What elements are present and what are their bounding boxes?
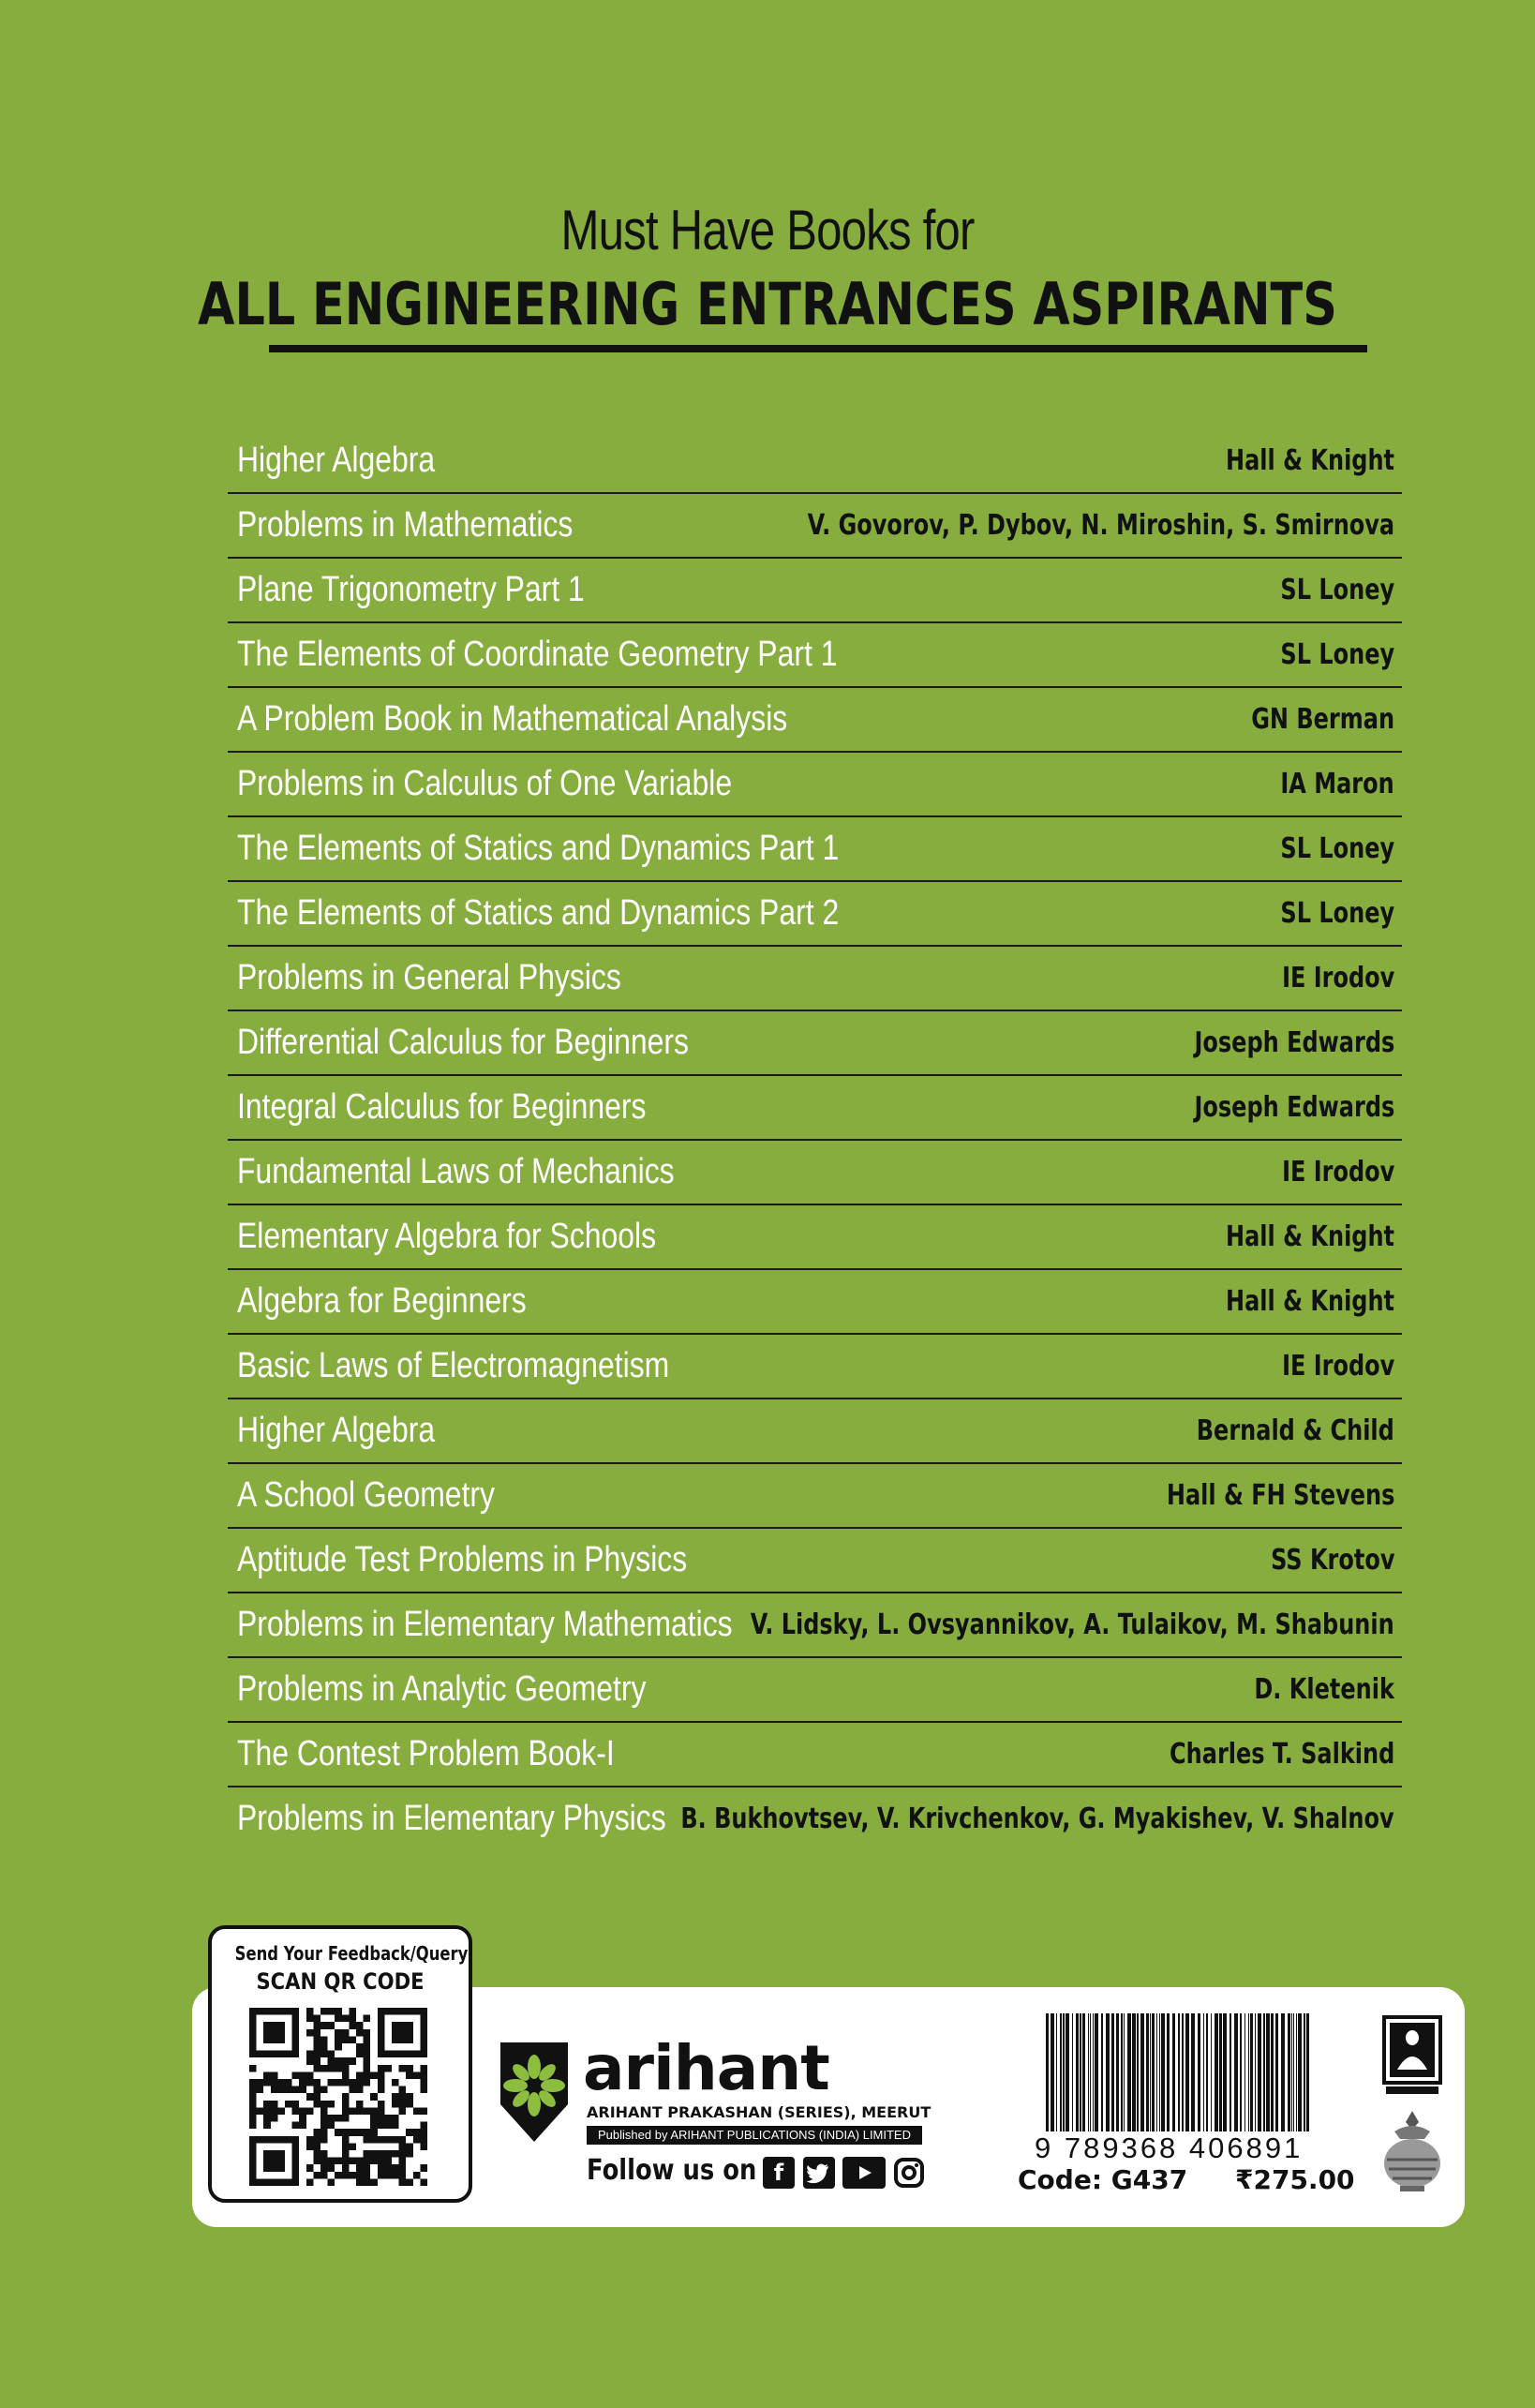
book-row xyxy=(228,1205,1402,1270)
heading-underline xyxy=(269,345,1367,352)
book-title: Problems in Elementary Mathematics xyxy=(237,1605,733,1644)
book-title: Plane Trigonometry Part 1 xyxy=(237,570,585,609)
book-row xyxy=(228,817,1402,882)
product-price: ₹275.00 xyxy=(1235,2164,1355,2195)
book-title: Problems in Analytic Geometry xyxy=(237,1669,647,1709)
book-author: IE Irodov xyxy=(1281,1156,1394,1189)
book-author: Hall & Knight xyxy=(1225,1285,1394,1318)
book-row xyxy=(228,429,1402,494)
book-row xyxy=(228,559,1402,623)
book-row xyxy=(228,1658,1402,1723)
book-title: A Problem Book in Mathematical Analysis xyxy=(237,699,788,739)
book-author: Joseph Edwards xyxy=(1194,1026,1394,1059)
heading-title: ALL ENGINEERING ENTRANCES ASPIRANTS xyxy=(198,270,1337,338)
book-author: SL Loney xyxy=(1280,897,1394,930)
book-row xyxy=(228,1787,1402,1850)
book-author: Charles T. Salkind xyxy=(1169,1738,1394,1771)
kalash-emblem-icon xyxy=(1378,2107,1447,2195)
book-row xyxy=(228,882,1402,947)
book-title: Algebra for Beginners xyxy=(237,1281,527,1321)
book-author: V. Govorov, P. Dybov, N. Miroshin, S. Smirnova xyxy=(807,509,1394,542)
feedback-caption: Send Your Feedback/Query xyxy=(234,1942,469,1965)
heading xyxy=(0,197,1535,338)
isbn-number: 9 789368 406891 xyxy=(1035,2131,1304,2164)
book-title: Problems in Mathematics xyxy=(237,505,574,545)
book-row xyxy=(228,1399,1402,1464)
deity-emblem-icon xyxy=(1382,2015,1442,2100)
book-author: Hall & FH Stevens xyxy=(1166,1479,1394,1512)
book-row xyxy=(228,1529,1402,1593)
book-title: Elementary Algebra for Schools xyxy=(237,1217,657,1256)
follow-us-label: Follow us on xyxy=(587,2154,757,2187)
book-author: V. Lidsky, L. Ovsyannikov, A. Tulaikov, M. Shabunin xyxy=(751,1608,1394,1641)
book-row xyxy=(228,947,1402,1011)
book-row xyxy=(228,623,1402,688)
arihant-shield-logo-icon xyxy=(497,2039,572,2146)
book-row xyxy=(228,1593,1402,1658)
instagram-icon[interactable] xyxy=(893,2157,925,2189)
twitter-icon[interactable] xyxy=(803,2157,835,2189)
scan-qr-caption: SCAN QR CODE xyxy=(256,1968,425,1995)
heading-subtitle: Must Have Books for xyxy=(560,199,975,262)
book-author: Bernald & Child xyxy=(1196,1414,1394,1447)
book-list xyxy=(228,429,1402,1850)
book-title: Integral Calculus for Beginners xyxy=(237,1087,647,1127)
book-author: Joseph Edwards xyxy=(1194,1091,1394,1124)
barcode-icon xyxy=(1042,2013,1316,2135)
product-code: Code: G437 xyxy=(1018,2164,1188,2195)
book-row xyxy=(228,688,1402,753)
book-title: Higher Algebra xyxy=(237,441,436,480)
qr-code-icon[interactable] xyxy=(249,2008,427,2186)
book-row xyxy=(228,1011,1402,1076)
book-title: Basic Laws of Electromagnetism xyxy=(237,1346,670,1385)
book-row xyxy=(228,1141,1402,1205)
book-row xyxy=(228,753,1402,817)
publisher-name: Published by ARIHANT PUBLICATIONS (INDIA) LIMITED xyxy=(587,2126,922,2145)
book-author: SL Loney xyxy=(1280,638,1394,671)
book-author: IE Irodov xyxy=(1281,1350,1394,1383)
book-title: Aptitude Test Problems in Physics xyxy=(237,1540,688,1579)
book-title: Problems in Elementary Physics xyxy=(237,1799,666,1838)
facebook-icon[interactable]: f xyxy=(763,2157,795,2189)
book-author: B. Bukhovtsev, V. Krivchenkov, G. Myakishev, V. Shalnov xyxy=(680,1802,1394,1835)
book-row xyxy=(228,1076,1402,1141)
book-title: Higher Algebra xyxy=(237,1411,436,1450)
book-author: GN Berman xyxy=(1251,703,1394,736)
publisher-series: ARIHANT PRAKASHAN (SERIES), MEERUT xyxy=(587,2103,931,2121)
book-row xyxy=(228,1270,1402,1335)
book-title: The Elements of Statics and Dynamics Part 1 xyxy=(237,829,840,868)
book-author: Hall & Knight xyxy=(1225,444,1394,477)
book-title: The Elements of Coordinate Geometry Part 1 xyxy=(237,635,838,674)
book-title: The Contest Problem Book-I xyxy=(237,1734,615,1773)
book-author: SS Krotov xyxy=(1270,1544,1394,1577)
book-author: D. Kletenik xyxy=(1254,1673,1394,1706)
book-title: Problems in General Physics xyxy=(237,958,621,997)
book-author: Hall & Knight xyxy=(1225,1220,1394,1253)
book-title: A School Geometry xyxy=(237,1475,496,1515)
book-title: Fundamental Laws of Mechanics xyxy=(237,1152,675,1191)
youtube-icon[interactable] xyxy=(842,2157,886,2189)
book-author: IA Maron xyxy=(1280,768,1394,800)
book-title: Problems in Calculus of One Variable xyxy=(237,764,733,803)
book-author: SL Loney xyxy=(1280,832,1394,865)
book-row xyxy=(228,1335,1402,1399)
book-title: Differential Calculus for Beginners xyxy=(237,1023,690,1062)
book-author: SL Loney xyxy=(1280,574,1394,606)
book-row xyxy=(228,1723,1402,1787)
feedback-qr-box xyxy=(208,1925,472,2203)
book-row xyxy=(228,1464,1402,1529)
book-row xyxy=(228,494,1402,559)
book-author: IE Irodov xyxy=(1281,962,1394,995)
brand-name: arihant xyxy=(583,2032,829,2104)
book-title: The Elements of Statics and Dynamics Part 2 xyxy=(237,893,840,933)
